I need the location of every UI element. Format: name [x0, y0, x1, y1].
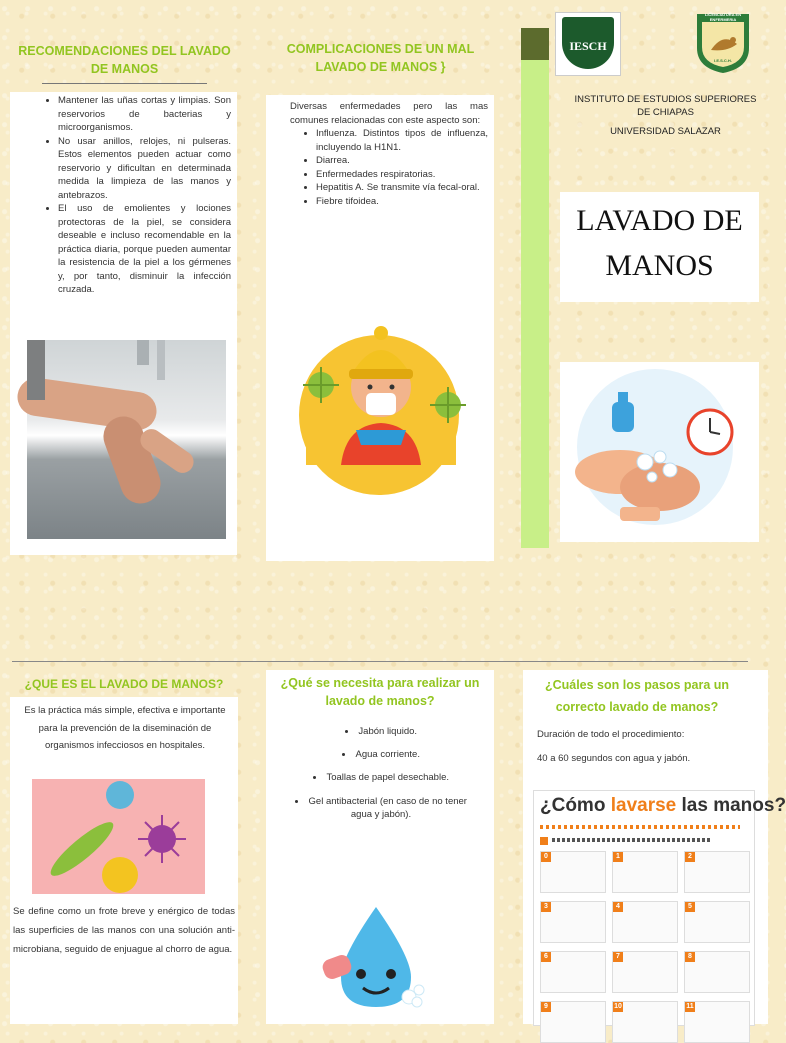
step-cell: 6: [540, 951, 606, 993]
que-se-necesita-title: ¿Qué se necesita para realizar un lavado de manos?: [280, 676, 480, 708]
list-item: • Mantener las uñas cortas y limpias. Son reservorios de bacterias y microorganismos.: [58, 94, 231, 135]
list-item: • Enfermedades respiratorias.: [316, 168, 488, 182]
main-title: LAVADO DE MANOS: [576, 204, 743, 282]
que-es-title: ¿QUE ES EL LAVADO DE MANOS?: [24, 677, 224, 691]
main-title-box: [560, 192, 759, 302]
hands-washing-photo: [27, 340, 226, 539]
recomendaciones-list: [10, 92, 237, 297]
que-es-panel: [10, 697, 238, 1024]
complicaciones-title: COMPLICACIONES DE UN MAL LAVADO DE MANOS }: [286, 42, 475, 74]
step-cell: 7: [612, 951, 678, 993]
sick-child-illustration: [286, 305, 476, 505]
poster-title: [540, 795, 786, 817]
materiales-list: [286, 720, 476, 821]
list-item: • El uso de emolientes y lociones protectoras de la piel, se considera deseable e incluso recomendable en la práctica diaria, porque pueden aumentar la resistencia de la piel a los gérmenes y, por tanto, disminuir la infección cruzada.: [58, 202, 231, 297]
list-item: • Toallas de papel desechable.: [286, 766, 476, 789]
list-item: • Hepatitis A. Se transmite vía fecal-oral.: [316, 181, 488, 195]
list-item: • No usar anillos, relojes, ni pulseras. Estos elementos pueden actuar como reservorio y dificultan en determinada medida la limpieza de las manos y antebrazos.: [58, 135, 231, 203]
vertical-green-bar: [521, 28, 549, 548]
list-item: • Influenza. Distintos tipos de influenza, incluyendo la H1N1.: [316, 127, 488, 154]
poster-title-c: las manos?: [676, 795, 786, 816]
iesch-logo-text: IESCH: [569, 39, 607, 53]
institution-name: INSTITUTO DE ESTUDIOS SUPERIORES DE CHIAPAS: [574, 94, 757, 118]
enfermeria-logo-text: LICENCIATURA EN ENFERMERIA: [704, 12, 742, 22]
horizontal-divider: [12, 661, 748, 662]
step-cell: 4: [612, 901, 678, 943]
list-item: • Gel antibacterial (en caso de no tener agua y jabón).: [286, 795, 476, 821]
iesch-logo: [555, 12, 621, 76]
complicaciones-intro: Diversas enfermedades pero las mas comunes relacionadas con este aspecto son:: [290, 101, 488, 126]
step-cell: 3: [540, 901, 606, 943]
germs-illustration: [32, 779, 205, 894]
step-cell: 1: [612, 851, 678, 893]
recomendaciones-title: RECOMENDACIONES DEL LAVADO DE MANOS: [18, 44, 231, 76]
poster-title-a: ¿Cómo: [540, 795, 611, 816]
que-es-description: Se define como un frote breve y enérgico de todas las superficies de las manos con una solución anti-microbiana, seguido de enjuague al chorro de agua.: [13, 906, 235, 955]
enfermeria-logo-bottom: I.E.S.C.H.: [714, 58, 732, 63]
enfermeria-logo: [693, 10, 753, 75]
list-item: • Fiebre tifoidea.: [316, 195, 488, 209]
duration-label: Duración de todo el procedimiento:: [537, 729, 685, 740]
step-cell: 5: [684, 901, 750, 943]
complicaciones-list: [266, 127, 494, 208]
que-se-necesita-panel: [266, 670, 494, 1024]
step-cell: 2: [684, 851, 750, 893]
water-drop-mascot: [321, 902, 431, 1014]
que-es-definition: Es la práctica más simple, efectiva e importante para la prevención de la diseminación de organismos infecciosos en hospitales.: [24, 705, 226, 751]
poster-title-b: lavarse: [610, 795, 677, 816]
list-item: • Diarrea.: [316, 154, 488, 168]
step-cell: 0: [540, 851, 606, 893]
pasos-title: ¿Cuáles son los pasos para un correcto lavado de manos?: [544, 678, 730, 714]
step-cell: 9: [540, 1001, 606, 1043]
list-item: • Agua corriente.: [286, 743, 476, 766]
university-name: UNIVERSIDAD SALAZAR: [610, 126, 721, 137]
duration-value: 40 a 60 segundos con agua y jabón.: [537, 753, 691, 764]
list-item: • Jabón liquido.: [286, 720, 476, 743]
step-cell: 10: [612, 1001, 678, 1043]
step-cell: 8: [684, 951, 750, 993]
step-cell: 11: [684, 1001, 750, 1043]
title-underline: [42, 83, 207, 84]
handwashing-steps-poster: [533, 790, 786, 1026]
handwash-clock-illustration: [560, 362, 759, 542]
vertical-bar-cap: [521, 28, 549, 60]
recomendaciones-panel: [10, 92, 237, 555]
complicaciones-panel: [266, 95, 494, 561]
